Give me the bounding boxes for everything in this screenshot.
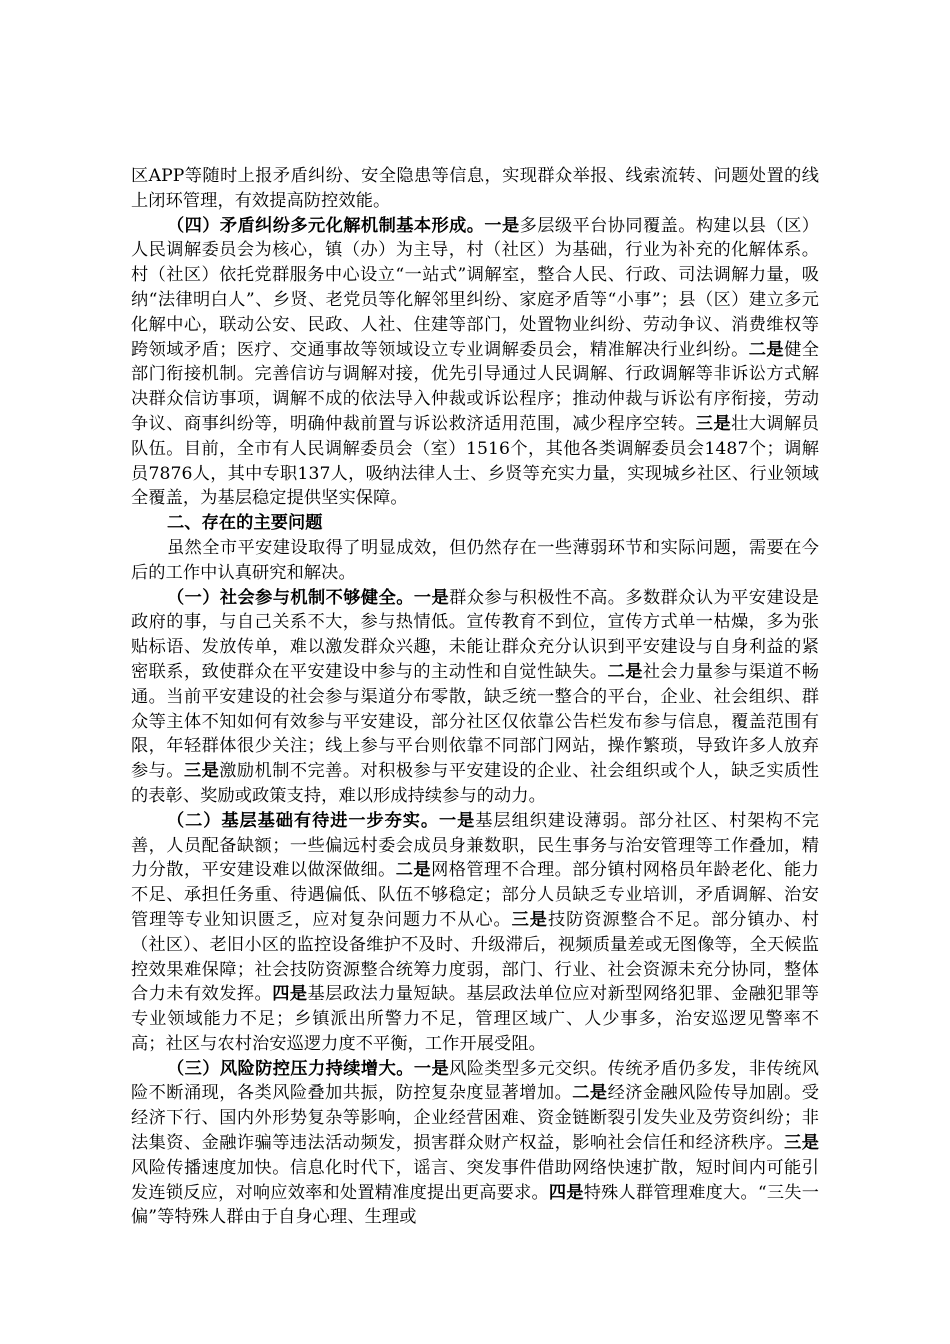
point-marker: 四是: [548, 1182, 584, 1203]
paragraph-problems-intro: [131, 536, 819, 586]
paragraph-risk-prevention: [131, 1057, 819, 1231]
text-run: 经济金融风险传导加剧。受经济下行、国内外形势复杂等影响，企业经营困难、资金链断裂引发失业及劳资纠纷；非法集资、金融诈骗等违法活动频发，损害群众财产权益，影响社会信任和经济秩序。: [131, 1083, 819, 1154]
text-run: 区APP等随时上报矛盾纠纷、安全隐患等信息，实现群众举报、线索流转、问题处置的线上闭环管理，有效提高防控效能。: [131, 166, 819, 211]
text-run: 风险类型多元交织。传统矛盾仍多发，非传统风险不断涌现，各类风险叠加共振，防控复杂度显著增加。: [131, 1058, 819, 1104]
text-run: 基层组织建设薄弱。部分社区、村架构不完善，人员配备缺额；一些偏远村委会成员身兼数职，民生事务与治安管理等工作叠加，精力分散，平安建设难以做深做细。: [131, 810, 820, 881]
point-marker: 三是: [183, 761, 220, 782]
text-run: 社会力量参与渠道不畅通。当前平安建设的社会参与渠道分布零散，缺乏统一整合的平台，企业、社会组织、群众等主体不知如何有效参与平安建设，部分社区仅依靠公告栏发布参与信息，覆盖范围有限，年轻群体很少关注；线上参与平台则依靠不同部门网站，操作繁琐，导致许多人放弃参与。: [131, 661, 819, 782]
point-marker: 二是: [572, 1083, 608, 1104]
point-marker: 二是: [395, 860, 432, 881]
text-run: 虽然全市平安建设取得了明显成效，但仍然存在一些薄弱环节和实际问题，需要在今后的工作中认真研究和解决。: [131, 537, 819, 583]
point-marker: 三是: [784, 1133, 820, 1154]
text-run: 群众参与积极性不高。多数群众认为平安建设是政府的事，与自己关系不大，参与热情低。宣传教育不到位，宣传方式单一枯燥，多为张贴标语、发放传单，难以激发群众兴趣，未能让群众充分认识到平安建设与自身利益的紧密联系，致使群众在平安建设中参与的主动性和自觉性缺失。: [131, 587, 819, 682]
text-run: 基层政法力量短缺。基层政法单位应对新型网络犯罪、金融犯罪等专业领域能力不足；乡镇派出所警力不足，管理区域广、人少事多，治安巡逻见警率不高；社区与农村治安巡逻力度不平衡，工作开展受阻。: [131, 984, 819, 1054]
section-heading-4: （四）矛盾纠纷多元化解机制基本形成。一是: [167, 215, 520, 236]
section-heading-2: （二）基层基础有待进一步夯实。一是: [167, 810, 476, 831]
point-marker: 四是: [272, 984, 308, 1005]
point-marker: 二是: [748, 339, 785, 360]
section-heading-3: （三）风险防控压力持续增大。一是: [167, 1058, 450, 1079]
text-run: 多层级平台协同覆盖。构建以县（区）人民调解委员会为核心，镇（办）为主导，村（社区）为基础，行业为补充的化解体系。村（社区）依托党群服务中心设立“一站式”调解室，整合人民、行政、司法调解力量，吸纳“法律明白人”、乡贤、老党员等化解邻里纠纷、家庭矛盾等“小事”；县（区）建立多元化解中心，联动公安、民政、人社、住建等部门，处置物业纠纷、劳动争议、消费维权等跨领域矛盾；医疗、交通事故等领域设立专业调解委员会，精准解决行业纠纷。: [131, 215, 819, 360]
point-marker: 二是: [607, 661, 643, 682]
text-run: 特殊人群管理难度大。“三失一偏”等特殊人群由于自身心理、生理或: [131, 1182, 819, 1228]
point-marker: 三是: [511, 909, 548, 930]
paragraph-social-participation: [131, 586, 819, 809]
chapter-heading-2: [131, 511, 819, 536]
chapter-heading-text: 二、存在的主要问题: [167, 513, 323, 534]
paragraph-grassroots-foundation: [131, 809, 819, 1057]
text-run: 技防资源整合不足。部分镇办、村（社区）、老旧小区的监控设备维护不及时、升级滞后，视频质量差或无图像等，全天候监控效果难保障；社会技防资源整合统筹力度弱，部门、行业、社会资源未充分协同，整体合力未有效发挥。: [131, 909, 819, 1005]
text-run: 壮大调解员队伍。目前，全市有人民调解委员会（室）1516个，其他各类调解委员会1487个；调解员7876人，其中专职137人，吸纳法律人士、乡贤等充实力量，实现城乡社区、行业领域全覆盖，为基层稳定提供坚实保障。: [131, 413, 819, 509]
paragraph-report-continuation: [131, 164, 819, 214]
text-run: 网格管理不合理。部分镇村网格员年龄老化、能力不足、承担任务重、待遇偏低、队伍不够稳定；部分人员缺乏专业培训，矛盾调解、治安管理等专业知识匮乏，应对复杂问题力不从心。: [131, 860, 819, 930]
document-body: [131, 164, 819, 1230]
paragraph-mediation-mechanism: [131, 214, 819, 512]
text-run: 风险传播速度加快。信息化时代下，谣言、突发事件借助网络快速扩散，短时间内可能引发连锁反应，对响应效率和处置精准度提出更高要求。: [131, 1157, 819, 1203]
section-heading-1: （一）社会参与机制不够健全。一是: [167, 587, 450, 608]
text-run: 健全部门衔接机制。完善信访与调解对接，优先引导通过人民调解、行政调解等非诉讼方式解决群众信访事项，调解不成的依法导入仲裁或诉讼程序；推动仲裁与诉讼有序衔接，劳动争议、商事纠纷等，明确仲裁前置与诉讼救济适用范围，减少程序空转。: [131, 339, 820, 434]
text-run: 激励机制不完善。对积极参与平安建设的企业、社会组织或个人，缺乏实质性的表彰、奖励或政策支持，难以形成持续参与的动力。: [131, 761, 819, 806]
point-marker: 三是: [695, 413, 732, 434]
